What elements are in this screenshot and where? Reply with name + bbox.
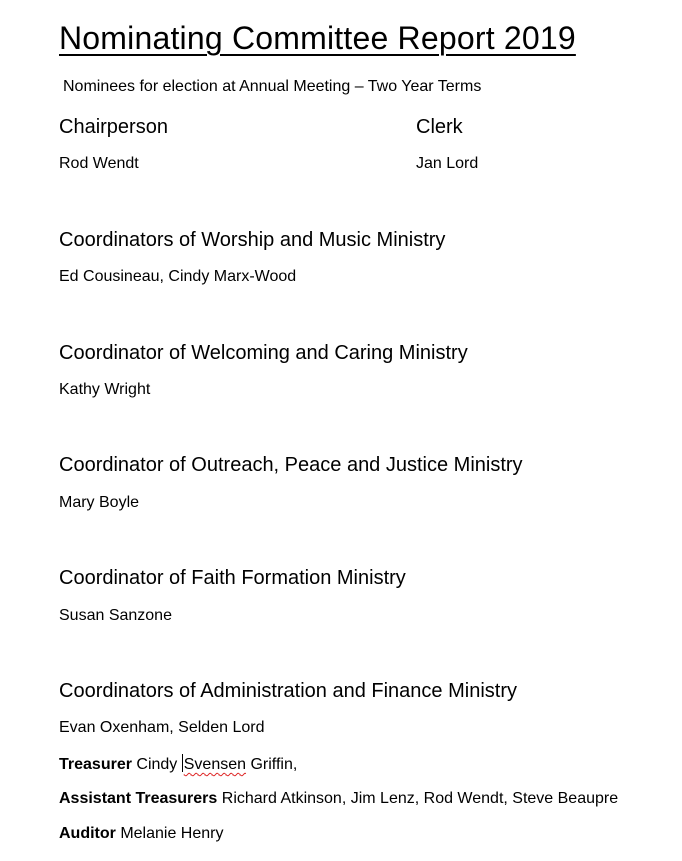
section-names-administration-finance[interactable]: Evan Oxenham, Selden Lord <box>59 719 265 736</box>
section-names-worship-music[interactable]: Ed Cousineau, Cindy Marx-Wood <box>59 268 297 285</box>
chairperson-heading[interactable]: Chairperson <box>59 116 168 138</box>
chairperson-names[interactable]: Rod Wendt <box>59 155 139 172</box>
section-heading-welcoming-caring[interactable]: Coordinator of Welcoming and Caring Ministry <box>59 342 468 364</box>
section-names-outreach-peace-justice[interactable]: Mary Boyle <box>59 494 140 511</box>
treasurer-name-last: Griffin, <box>250 756 298 773</box>
text-cursor <box>182 754 183 772</box>
assistant-treasurers-names: Richard Atkinson, Jim Lenz, Rod Wendt, Steve Beaupre <box>221 790 619 807</box>
auditor-name: Melanie Henry <box>120 825 224 842</box>
document-title[interactable]: Nominating Committee Report 2019 <box>59 20 576 56</box>
section-heading-outreach-peace-justice[interactable]: Coordinator of Outreach, Peace and Justice Ministry <box>59 454 523 476</box>
section-names-welcoming-caring[interactable]: Kathy Wright <box>59 381 151 398</box>
treasurer-label: Treasurer <box>59 756 132 773</box>
section-heading-faith-formation[interactable]: Coordinator of Faith Formation Ministry <box>59 567 406 589</box>
treasurer-name-middle: Svensen <box>183 756 247 773</box>
assistant-treasurers-label: Assistant Treasurers <box>59 790 218 807</box>
section-heading-worship-music[interactable]: Coordinators of Worship and Music Ministry <box>59 229 446 251</box>
treasurer-line[interactable] <box>59 754 297 775</box>
treasurer-name-first: Cindy <box>136 756 178 773</box>
section-names-faith-formation[interactable]: Susan Sanzone <box>59 607 172 624</box>
clerk-names[interactable]: Jan Lord <box>416 155 479 172</box>
document-subtitle[interactable]: Nominees for election at Annual Meeting – Two Year Terms <box>63 78 482 95</box>
auditor-line[interactable] <box>59 824 223 844</box>
clerk-heading[interactable]: Clerk <box>416 116 463 138</box>
assistant-treasurers-line[interactable] <box>59 789 618 809</box>
auditor-label: Auditor <box>59 825 116 842</box>
section-heading-administration-finance[interactable]: Coordinators of Administration and Finance Ministry <box>59 680 517 702</box>
